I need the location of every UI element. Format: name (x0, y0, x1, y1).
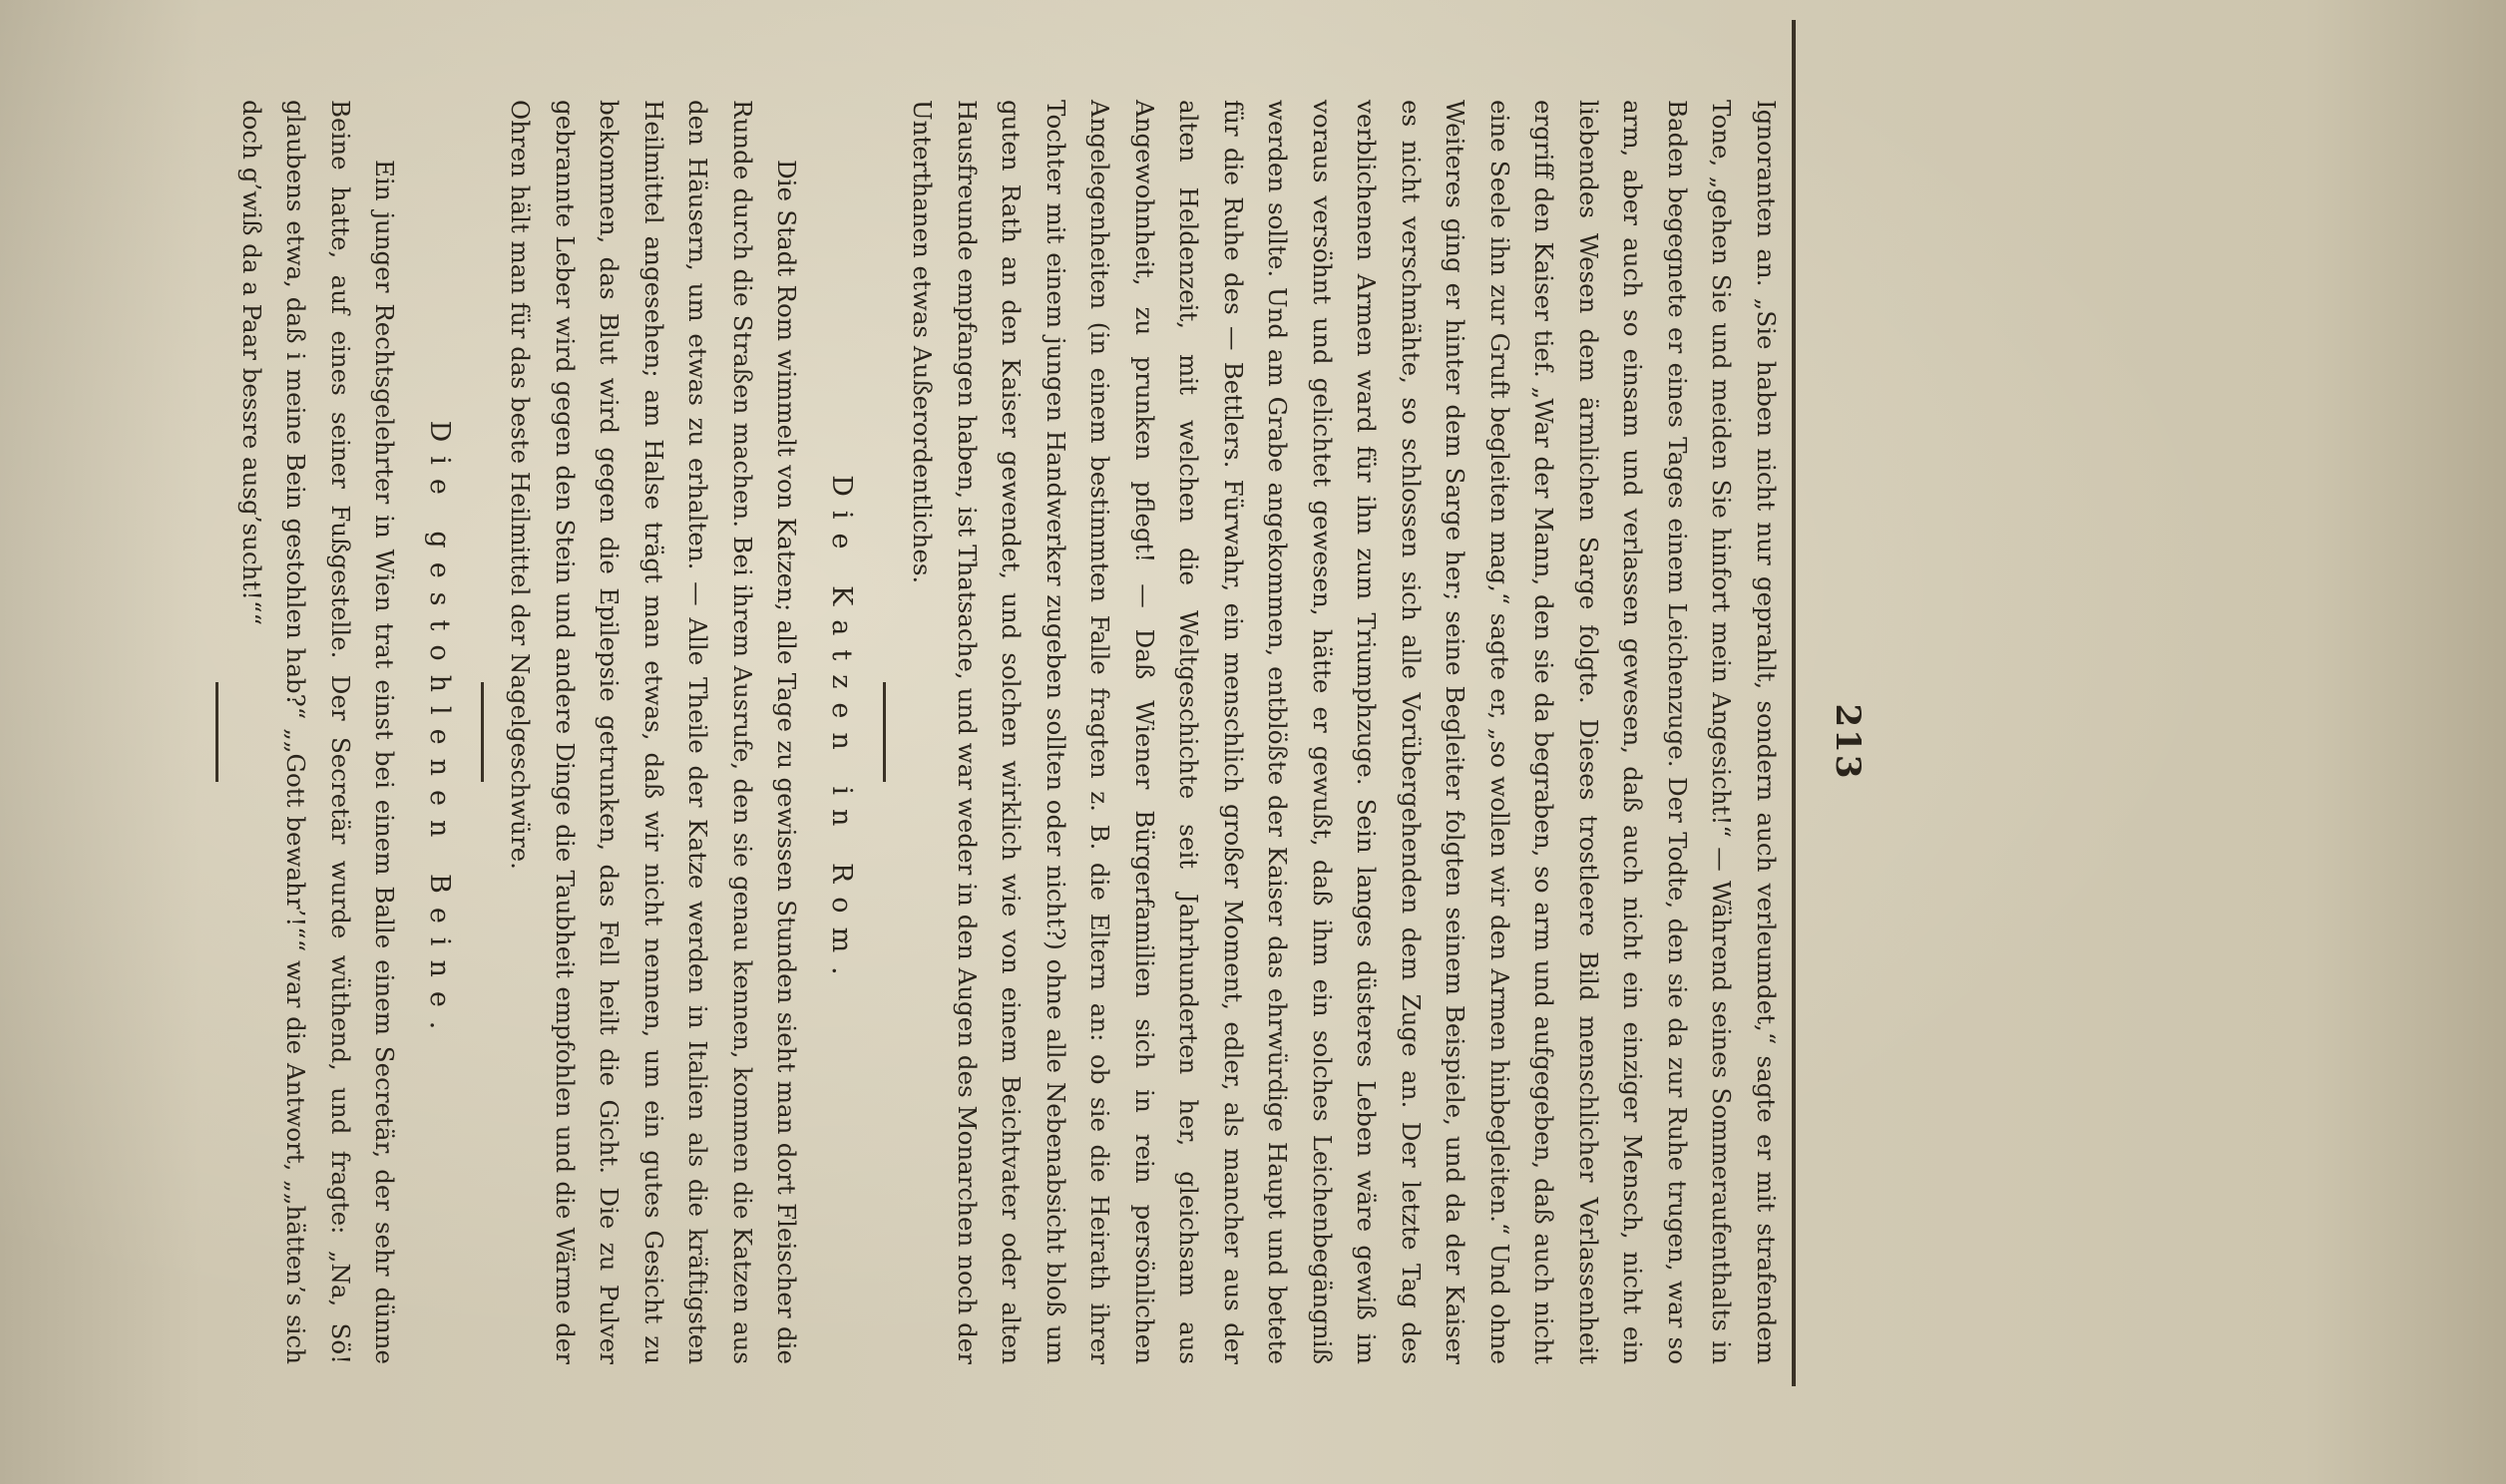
paragraph-emperor-anecdotes: Ignoranten an. „Sie haben nicht nur geprahlt, sondern auch verleumdet,“ sagte er mit strafendem Tone, „gehen Sie und meiden Sie hinfort mein Angesicht!“ — Während seines Sommeraufenthalts in Baden begegnete er eines Tages einem Leichenzuge. Der Todte, den sie da zur Ruhe trugen, war so arm, aber auch so einsam und verlassen gewesen, daß auch nicht ein einziger Mensch, nicht ein liebendes Wesen dem ärmlichen Sarge folgte. Dieses trostleere Bild menschlicher Verlassenheit ergriff den Kaiser tief. „War der Mann, den sie da begraben, so arm und aufgegeben, daß auch nicht eine Seele ihn zur Gruft begleiten mag,“ sagte er, „so wollen wir den Armen hinbegleiten.“ Und ohne Weiteres ging er hinter dem Sarge her; seine Begleiter folgten seinem Beispiele, und da der Kaiser es nicht verschmähte, so schlossen sich alle Vorübergehenden dem Zuge an. Der letzte Tag des verblichenen Armen ward für ihn zum Triumphzuge. Sein langes düsteres Leben wäre gewiß im voraus versöhnt und gelichtet gewesen, hätte er gewußt, daß ihm ein solches Leichenbegängniß werden sollte. Und am Grabe angekommen, entblößte der Kaiser das ehrwürdige Haupt und betete für die Ruhe des — Bettlers. Fürwahr, ein menschlich großer Moment, edler, als mancher aus der alten Heldenzeit, mit welchen die Weltgeschichte seit Jahrhunderten her, gleichsam aus Angewohnheit, zu prunken pflegt! — Daß Wiener Bürgerfamilien sich in rein persönlichen Angelegenheiten (in einem bestimmten Falle fragten z. B. die Eltern an: ob sie die Heirath ihrer Tochter mit einem jungen Handwerker zugeben sollten oder nicht?) ohne alle Nebenabsicht bloß um guten Rath an den Kaiser gewendet, und solchen wirklich wie von einem Beichtvater oder alten Hausfreunde empfangen haben, ist Thatsache, und war weder in den Augen des Monarchen noch der Unterthanen etwas Außerordentliches. (908, 100, 1781, 1364)
page-body (203, 100, 1789, 1364)
section-separator (883, 682, 886, 782)
paragraph-beine: Ein junger Rechtsgelehrter in Wien trat einst bei einem Balle einem Secretär, der sehr dünne Beine hatte, auf eines seiner Fußgestelle. Der Secretär wurde wüthend, und fragte: „Na, Sö! glaubens etwa, daß i meine Bein gestohlen hab?“ „„Gott bewahr’!““ war die Antwort, „„hätten’s sich doch g’wiß da a Paar bessre ausg’sucht!““ (237, 100, 400, 1364)
section-heading-katzen: Die Katzen in Rom. (826, 475, 857, 989)
header-rule (1792, 20, 1796, 1386)
paragraph-katzen: Die Stadt Rom wimmelt von Katzen; alle Tage zu gewissen Stunden sieht man dort Fleischer die Runde durch die Straßen machen. Bei ihrem Ausrufe, den sie genau kennen, kommen die Katzen aus den Häusern, um etwas zu erhalten. — Alle Theile der Katze werden in Italien als die kräftigsten Heilmittel angesehen; am Halse trägt man etwas, daß wir nicht nennen, um ein gutes Gesicht zu bekommen, das Blut wird gegen die Epilepsie getrunken, das Fell heilt die Gicht. Die zu Pulver gebrannte Leber wird gegen den Stein und andere Dinge die Taubheit empfohlen und die Wärme der Ohren hält man für das beste Heilmittel der Nagelgeschwüre. (506, 100, 802, 1364)
end-separator (216, 682, 219, 782)
section-heading-beine: Die gestohlenen Beine. (424, 420, 455, 1044)
page-number: 213 (1828, 703, 1868, 781)
section-separator (481, 682, 484, 782)
